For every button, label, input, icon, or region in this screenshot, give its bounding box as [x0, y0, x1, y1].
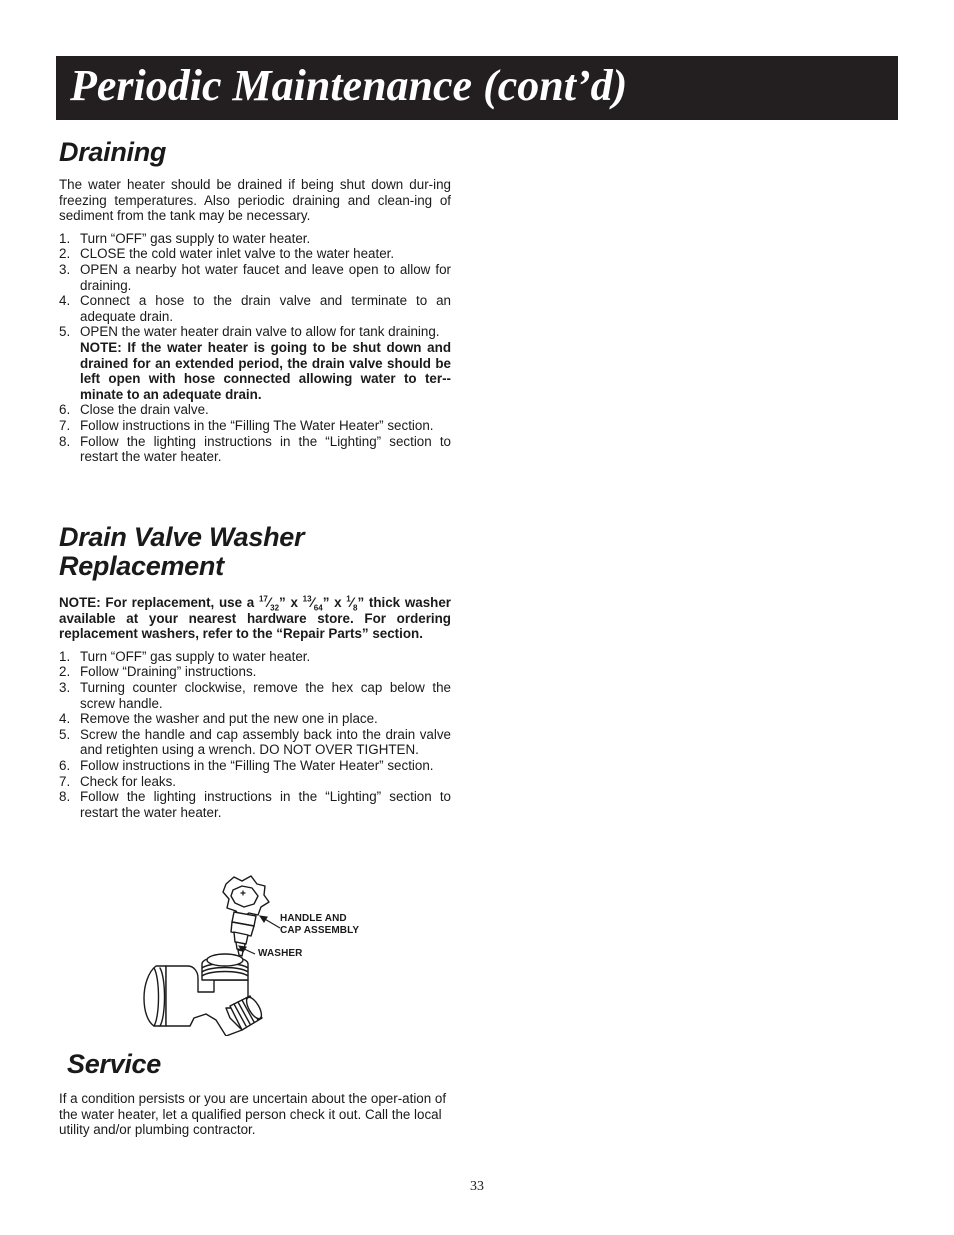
service-text: If a condition persists or you are uncertain about the oper-ation of the water heater, let a qualified person check it out. Call the local utility and/or plumbing contractor. — [59, 1091, 447, 1138]
list-item: 5. Screw the handle and cap assembly back into the drain valve and retighten using a wrench. DO NOT OVER TIGHTEN. — [59, 726, 451, 758]
list-item: 7. Check for leaks. — [59, 773, 177, 789]
list-item: 1. Turn “OFF” gas supply to water heater. — [59, 230, 311, 246]
service-section — [59, 1050, 451, 1138]
handle-and-cap-label: HANDLE AND CAP ASSEMBLY — [280, 913, 360, 936]
washer-section — [59, 523, 451, 820]
service-heading: Service — [67, 1049, 161, 1079]
list-item: 6. Close the drain valve. — [59, 402, 209, 418]
draining-section — [59, 138, 451, 465]
list-item: 2. CLOSE the cold water inlet valve to the water heater. — [59, 246, 395, 262]
handle-knob-icon — [223, 876, 269, 918]
washer-steps — [59, 649, 451, 821]
page-title: Periodic Maintenance (cont’d) — [70, 61, 628, 110]
drain-valve-diagram — [130, 868, 390, 1036]
list-item: 8. Follow the lighting instructions in the “Lighting” section to restart the water heater. — [59, 789, 451, 820]
list-item: 1. Turn “OFF” gas supply to water heater. — [59, 648, 311, 664]
page-number: 33 — [470, 1179, 484, 1194]
list-item: 3. Turning counter clockwise, remove the hex cap below the screw handle. — [59, 679, 451, 711]
page-header-bar — [56, 56, 898, 120]
washer-note: NOTE: For replacement, use a $^{17}⁄_{32}$” x $^{13}⁄_{64}$” x $^1⁄_8$” thick washer available at your nearest hardware store. For ordering replacement washers, refer to the “Repair Parts” section. — [59, 594, 451, 642]
washer-heading: Drain Valve Washer Replacement — [59, 522, 305, 581]
list-item: 6. Follow instructions in the “Filling The Water Heater” section. — [59, 757, 434, 773]
list-item: 2. Follow “Draining” instructions. — [59, 664, 257, 680]
fraction-13-64: $^{13}⁄_{64}$ — [302, 594, 323, 613]
list-item: 5. OPEN the water heater drain valve to allow for tank draining. NOTE: If the water heater is going to be shut down and drained for an extended period, the drain valve should be left open with hose connected allowing water to ter-minate to an adequate drain. — [59, 324, 451, 402]
draining-intro: The water heater should be drained if being shut down dur-ing freezing temperatures. Also periodic draining and clean-ing of sediment from the tank may be necessary. — [59, 177, 451, 224]
draining-steps — [59, 231, 451, 465]
washer-label: WASHER — [258, 948, 303, 959]
list-item: 8. Follow the lighting instructions in the “Lighting” section to restart the water heater. — [59, 433, 451, 465]
list-item: 7. Follow instructions in the “Filling The Water Heater” section. — [59, 417, 434, 433]
list-item: 3. OPEN a nearby hot water faucet and leave open to allow for draining. — [59, 261, 451, 293]
fraction-1-8: $^1⁄_8$ — [346, 594, 358, 613]
valve-body-icon — [144, 954, 264, 1036]
list-item: 4. Connect a hose to the drain valve and terminate to an adequate drain. — [59, 293, 451, 324]
fraction-17-32: $^{17}⁄_{32}$ — [258, 594, 280, 613]
list-item: 4. Remove the washer and put the new one in place. — [59, 711, 378, 727]
draining-heading: Draining — [59, 137, 167, 167]
draining-step5-note: NOTE: If the water heater is going to be shut down and drained for an extended period, the drain valve should be left open with hose connected allowing water to ter-minate to an adequate drain. — [80, 339, 451, 402]
